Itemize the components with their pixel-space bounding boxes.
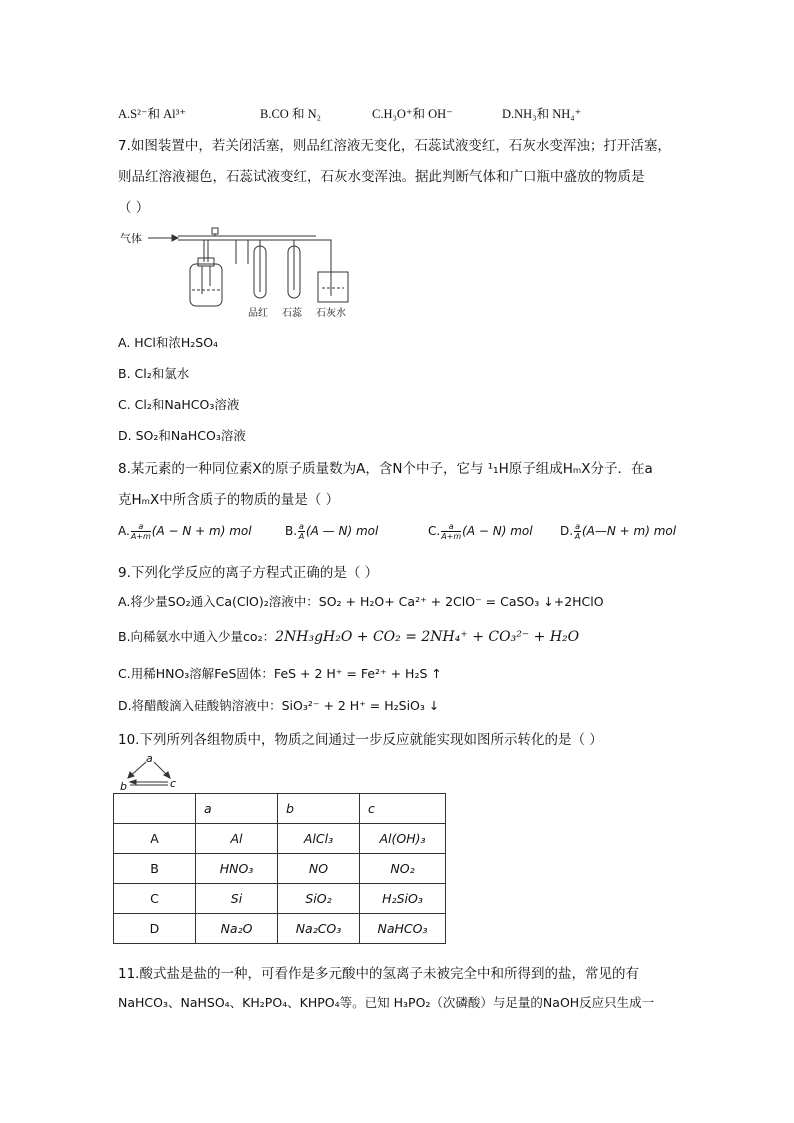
node-c: c xyxy=(170,777,177,790)
q9-option-c: C.用稀HNO₃溶解FeS固体：FeS + 2 H⁺ = Fe²⁺ + H₂S ↑ xyxy=(118,666,442,681)
q8-option-b: B. $\frac{a}{A}$ (A — N) mol xyxy=(285,522,379,541)
stopcock-icon xyxy=(212,228,218,234)
label-shihuishui: 石灰水 xyxy=(316,308,346,319)
table-row: D Na₂O Na₂CO₃ NaHCO₃ xyxy=(114,914,446,944)
q10-stem: 10.下列所列各组物质中，物质之间通过一步反应就能实现如图所示转化的是（ ） xyxy=(118,732,603,748)
wide-mouth-bottle xyxy=(190,264,222,306)
q8-stem-line2: 克HₘX中所含质子的物质的量是（ ） xyxy=(118,492,340,508)
table-row: B HNO₃ NO NO₂ xyxy=(114,854,446,884)
q9-option-a: A.将少量SO₂通入Ca(ClO)₂溶液中：SO₂ + H₂O+ Ca²⁺ + 2ClO⁻ = CaSO₃ ↓+2HClO xyxy=(118,594,604,609)
q11-stem-line1: 11.酸式盐是盐的一种，可看作是多元酸中的氢离子未被完全中和所得到的盐，常见的有 xyxy=(118,966,639,982)
q7-stem-line2: 则品红溶液褪色，石蕊试液变红，石灰水变浑浊。据此判断气体和广口瓶中盛放的物质是 xyxy=(118,169,645,185)
q8-stem-line1: 8.某元素的一种同位素X的原子质量数为A，含N个中子，它与 ¹₁H原子组成HₘX分子．在a xyxy=(118,461,653,477)
q7-option-d: D. SO₂和NaHCO₃溶液 xyxy=(118,428,246,443)
q6-option-c: C.H₃O⁺和 OH⁻ xyxy=(372,107,453,121)
q7-option-c: C. Cl₂和NaHCO₃溶液 xyxy=(118,397,240,412)
label-shirui: 石蕊 xyxy=(282,308,302,319)
q11-stem-line2: NaHCO₃、NaHSO₄、KH₂PO₄、KHPO₄等。已知 H₃PO₂（次磷酸）与足量的NaOH反应只生成一 xyxy=(118,995,655,1010)
q6-option-a: A.S²⁻和 Al³⁺ xyxy=(118,107,186,121)
q7-stem-line1: 7.如图装置中，若关闭活塞，则品红溶液无变化，石蕊试液变红，石灰水变浑浊；打开活塞， xyxy=(118,138,671,154)
q8-option-c: C. $\frac{a}{A+m}$ (A − N) mol xyxy=(428,522,533,541)
node-b: b xyxy=(120,780,127,792)
q7-option-a: A. HCl和浓H₂SO₄ xyxy=(118,335,219,350)
q8-option-a: A. $\frac{a}{A+m}$ (A − N + m) mol xyxy=(118,522,252,541)
q9-stem: 9.下列化学反应的离子方程式正确的是（ ） xyxy=(118,565,379,581)
beaker-limewater xyxy=(318,272,348,302)
q10-cycle-diagram xyxy=(118,752,182,792)
table-header-row: a b c xyxy=(114,794,446,824)
node-a: a xyxy=(146,752,153,765)
q7-option-b: B. Cl₂和氯水 xyxy=(118,366,190,381)
table-row: C Si SiO₂ H₂SiO₃ xyxy=(114,884,446,914)
q6-option-b: B.CO 和 N₂ xyxy=(260,107,321,121)
q9-option-b: B.向稀氨水中通入少量co₂：2NH₃gH₂O + CO₂ = 2NH₄⁺ + CO₃²⁻ + H₂O xyxy=(118,629,580,645)
q7-apparatus-diagram xyxy=(116,224,366,324)
q9-option-d: D.将醋酸滴入硅酸钠溶液中：SiO₃²⁻ + 2 H⁺ = H₂SiO₃ ↓ xyxy=(118,698,440,713)
q7-stem-line3: （ ） xyxy=(118,200,150,216)
label-pinhong: 品红 xyxy=(248,308,268,319)
table-row: A Al AlCl₃ Al(OH)₃ xyxy=(114,824,446,854)
q6-option-d: D.NH₃和 NH₄⁺ xyxy=(502,107,582,121)
q8-option-d: D. $\frac{a}{A}$ (A—N + m) mol xyxy=(560,522,677,541)
q10-table xyxy=(113,793,446,944)
gas-label: 气体 xyxy=(120,232,142,245)
